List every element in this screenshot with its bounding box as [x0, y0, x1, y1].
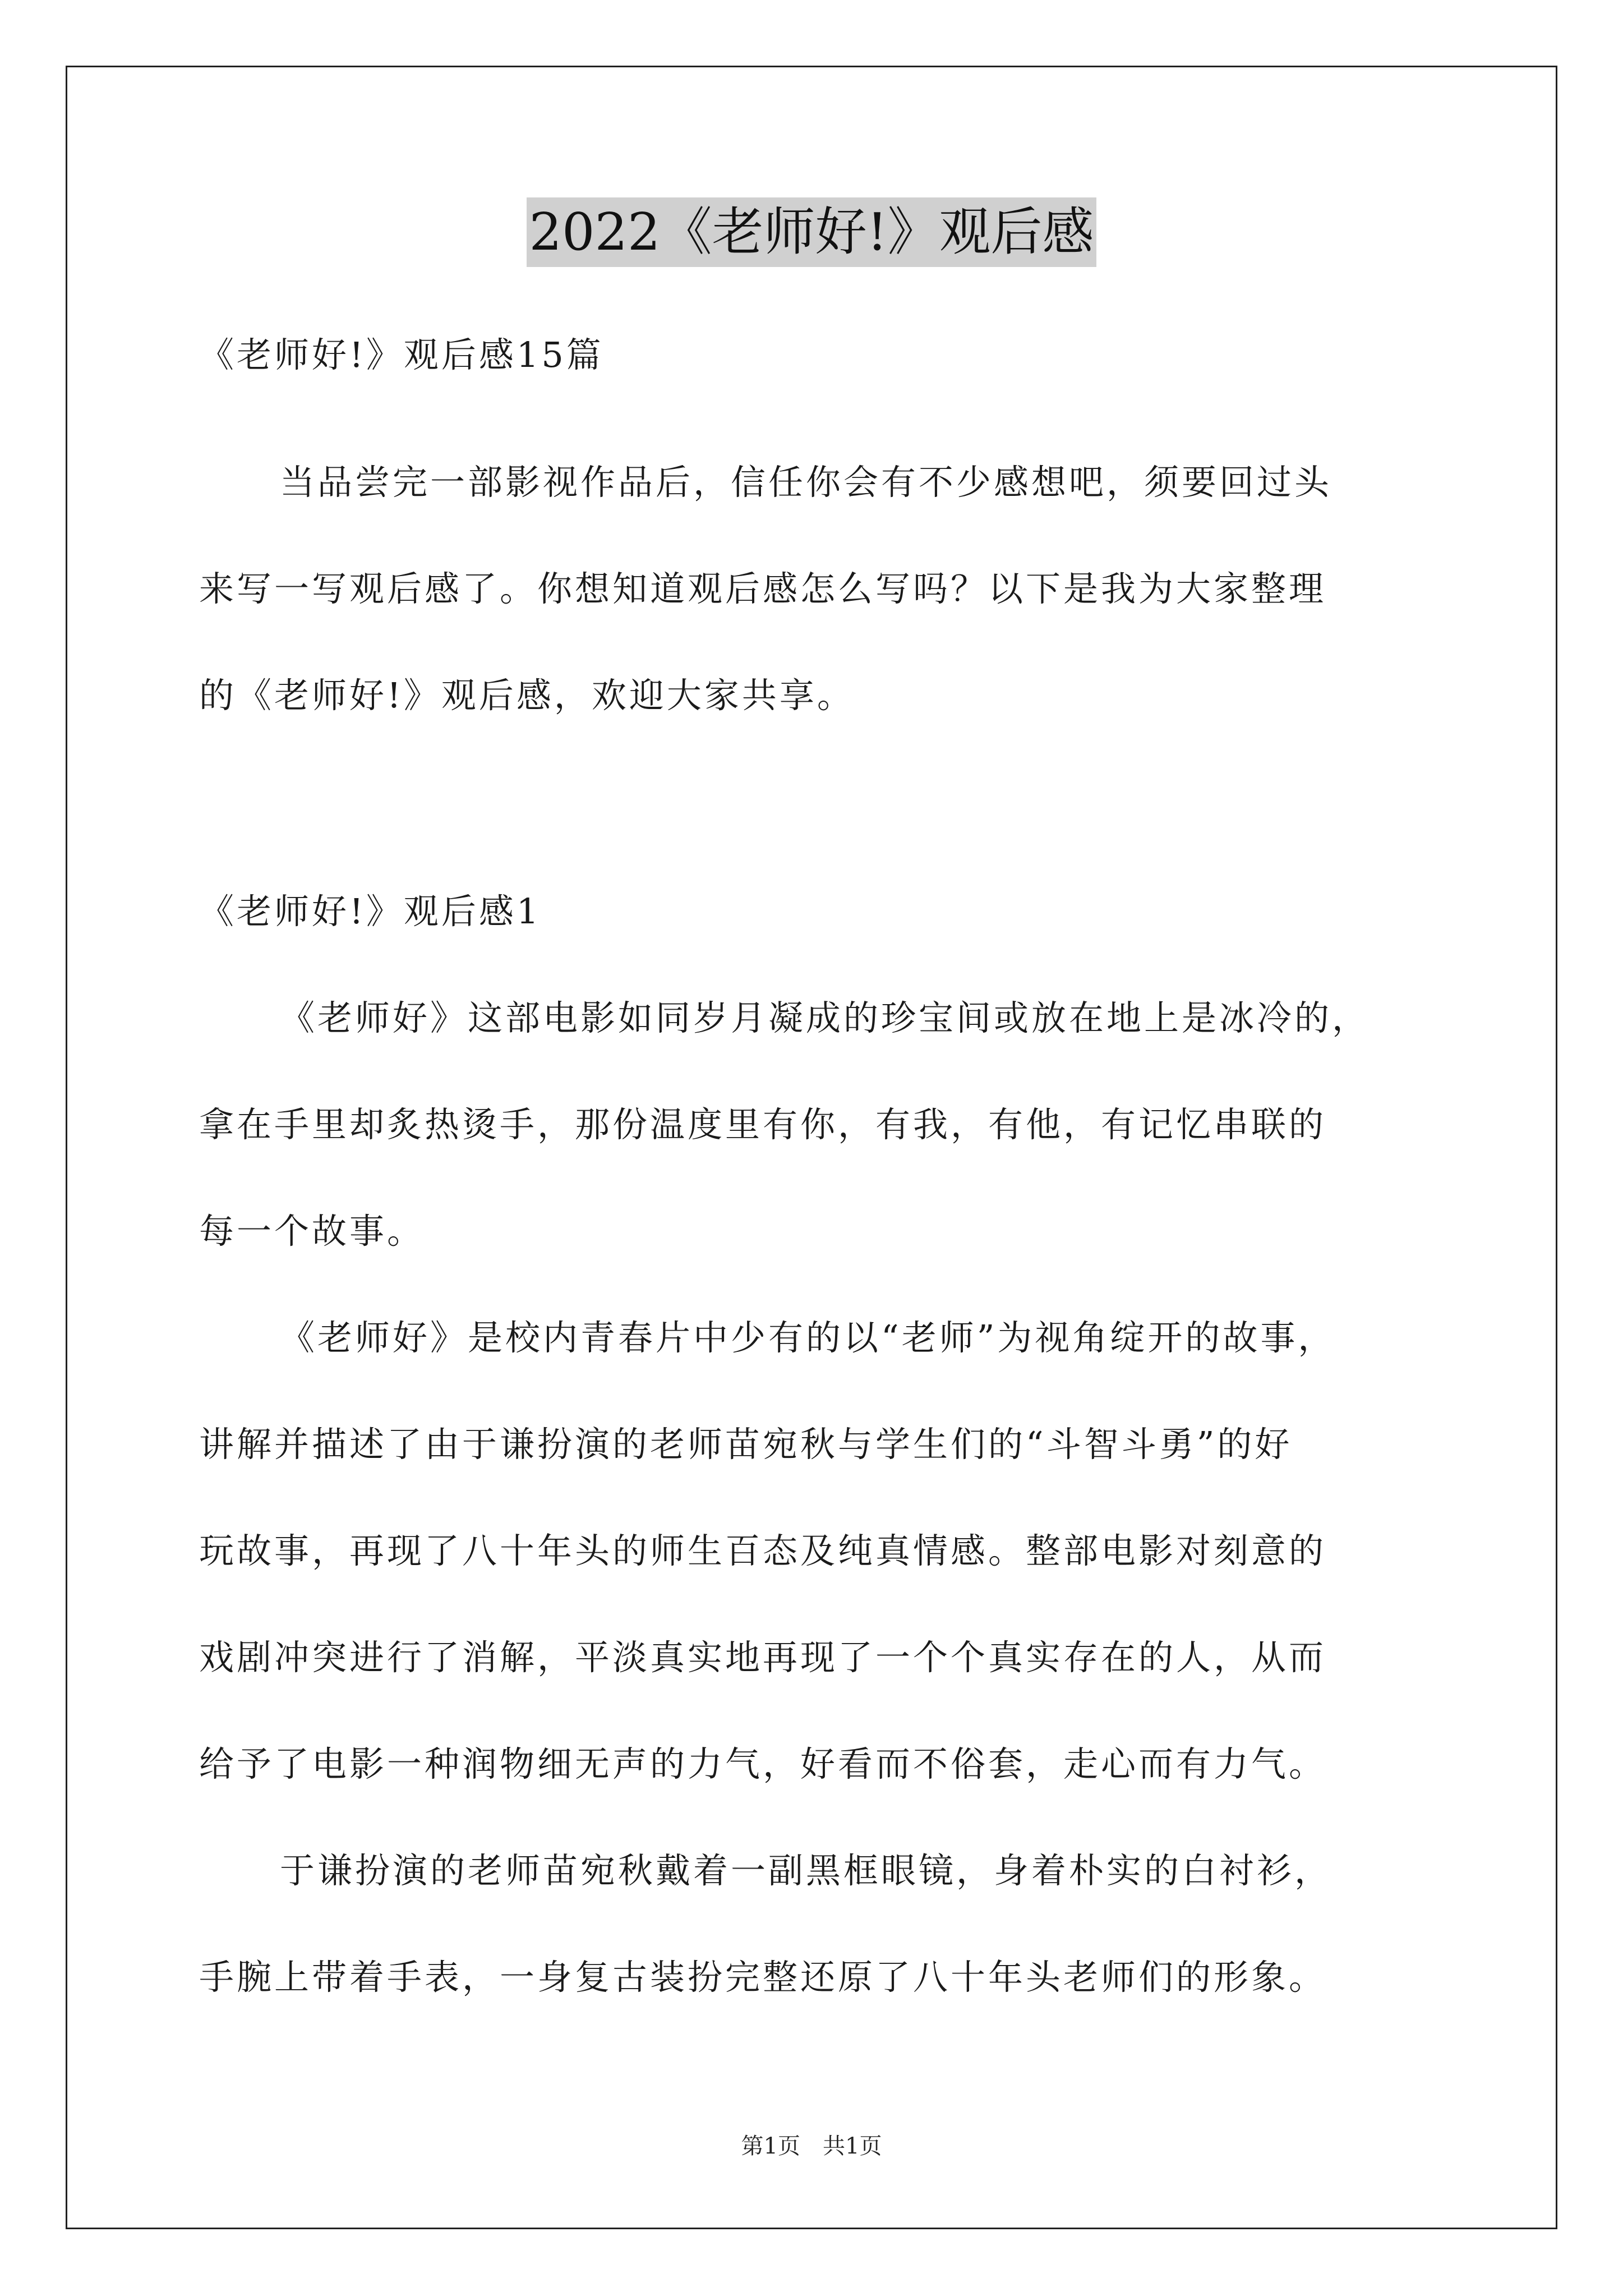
document-subtitle: 《老师好!》观后感15篇 — [199, 334, 604, 375]
page-number: 第1页 共1页 — [741, 2133, 882, 2159]
para2-line-1: 《老师好》是校内青春片中少有的以“老师”为视角绽开的故事， — [280, 1317, 1336, 1358]
section-heading: 《老师好!》观后感1 — [199, 891, 542, 932]
title-container — [0, 197, 1623, 267]
intro-line-3: 的《老师好!》观后感，欢迎大家共享。 — [199, 675, 855, 716]
para1-line-3: 每一个故事。 — [199, 1211, 425, 1251]
para1-line-1: 《老师好》这部电影如同岁月凝成的珍宝间或放在地上是冰冷的， — [280, 997, 1370, 1038]
page-border — [66, 66, 1557, 2229]
para2-line-2: 讲解并描述了由于谦扮演的老师苗宛秋与学生们的“斗智斗勇”的好 — [199, 1424, 1293, 1465]
para1-line-2: 拿在手里却炙热烫手，那份温度里有你，有我，有他，有记忆串联的 — [199, 1104, 1327, 1145]
para3-line-2: 手腕上带着手表，一身复古装扮完整还原了八十年头老师们的形象。 — [199, 1957, 1327, 1998]
para2-line-5: 给予了电影一种润物细无声的力气，好看而不俗套，走心而有力气。 — [199, 1743, 1327, 1784]
intro-line-2: 来写一写观后感了。你想知道观后感怎么写吗？以下是我为大家整理 — [199, 568, 1327, 609]
para3-line-1: 于谦扮演的老师苗宛秋戴着一副黑框眼镜，身着朴实的白衬衫， — [280, 1850, 1332, 1891]
document-title: 2022《老师好!》观后感 — [527, 197, 1096, 267]
para2-line-4: 戏剧冲突进行了消解，平淡真实地再现了一个个真实存在的人，从而 — [199, 1637, 1327, 1678]
para2-line-3: 玩故事，再现了八十年头的师生百态及纯真情感。整部电影对刻意的 — [199, 1530, 1327, 1571]
intro-line-1: 当品尝完一部影视作品后，信任你会有不少感想吧，须要回过头 — [280, 462, 1332, 503]
